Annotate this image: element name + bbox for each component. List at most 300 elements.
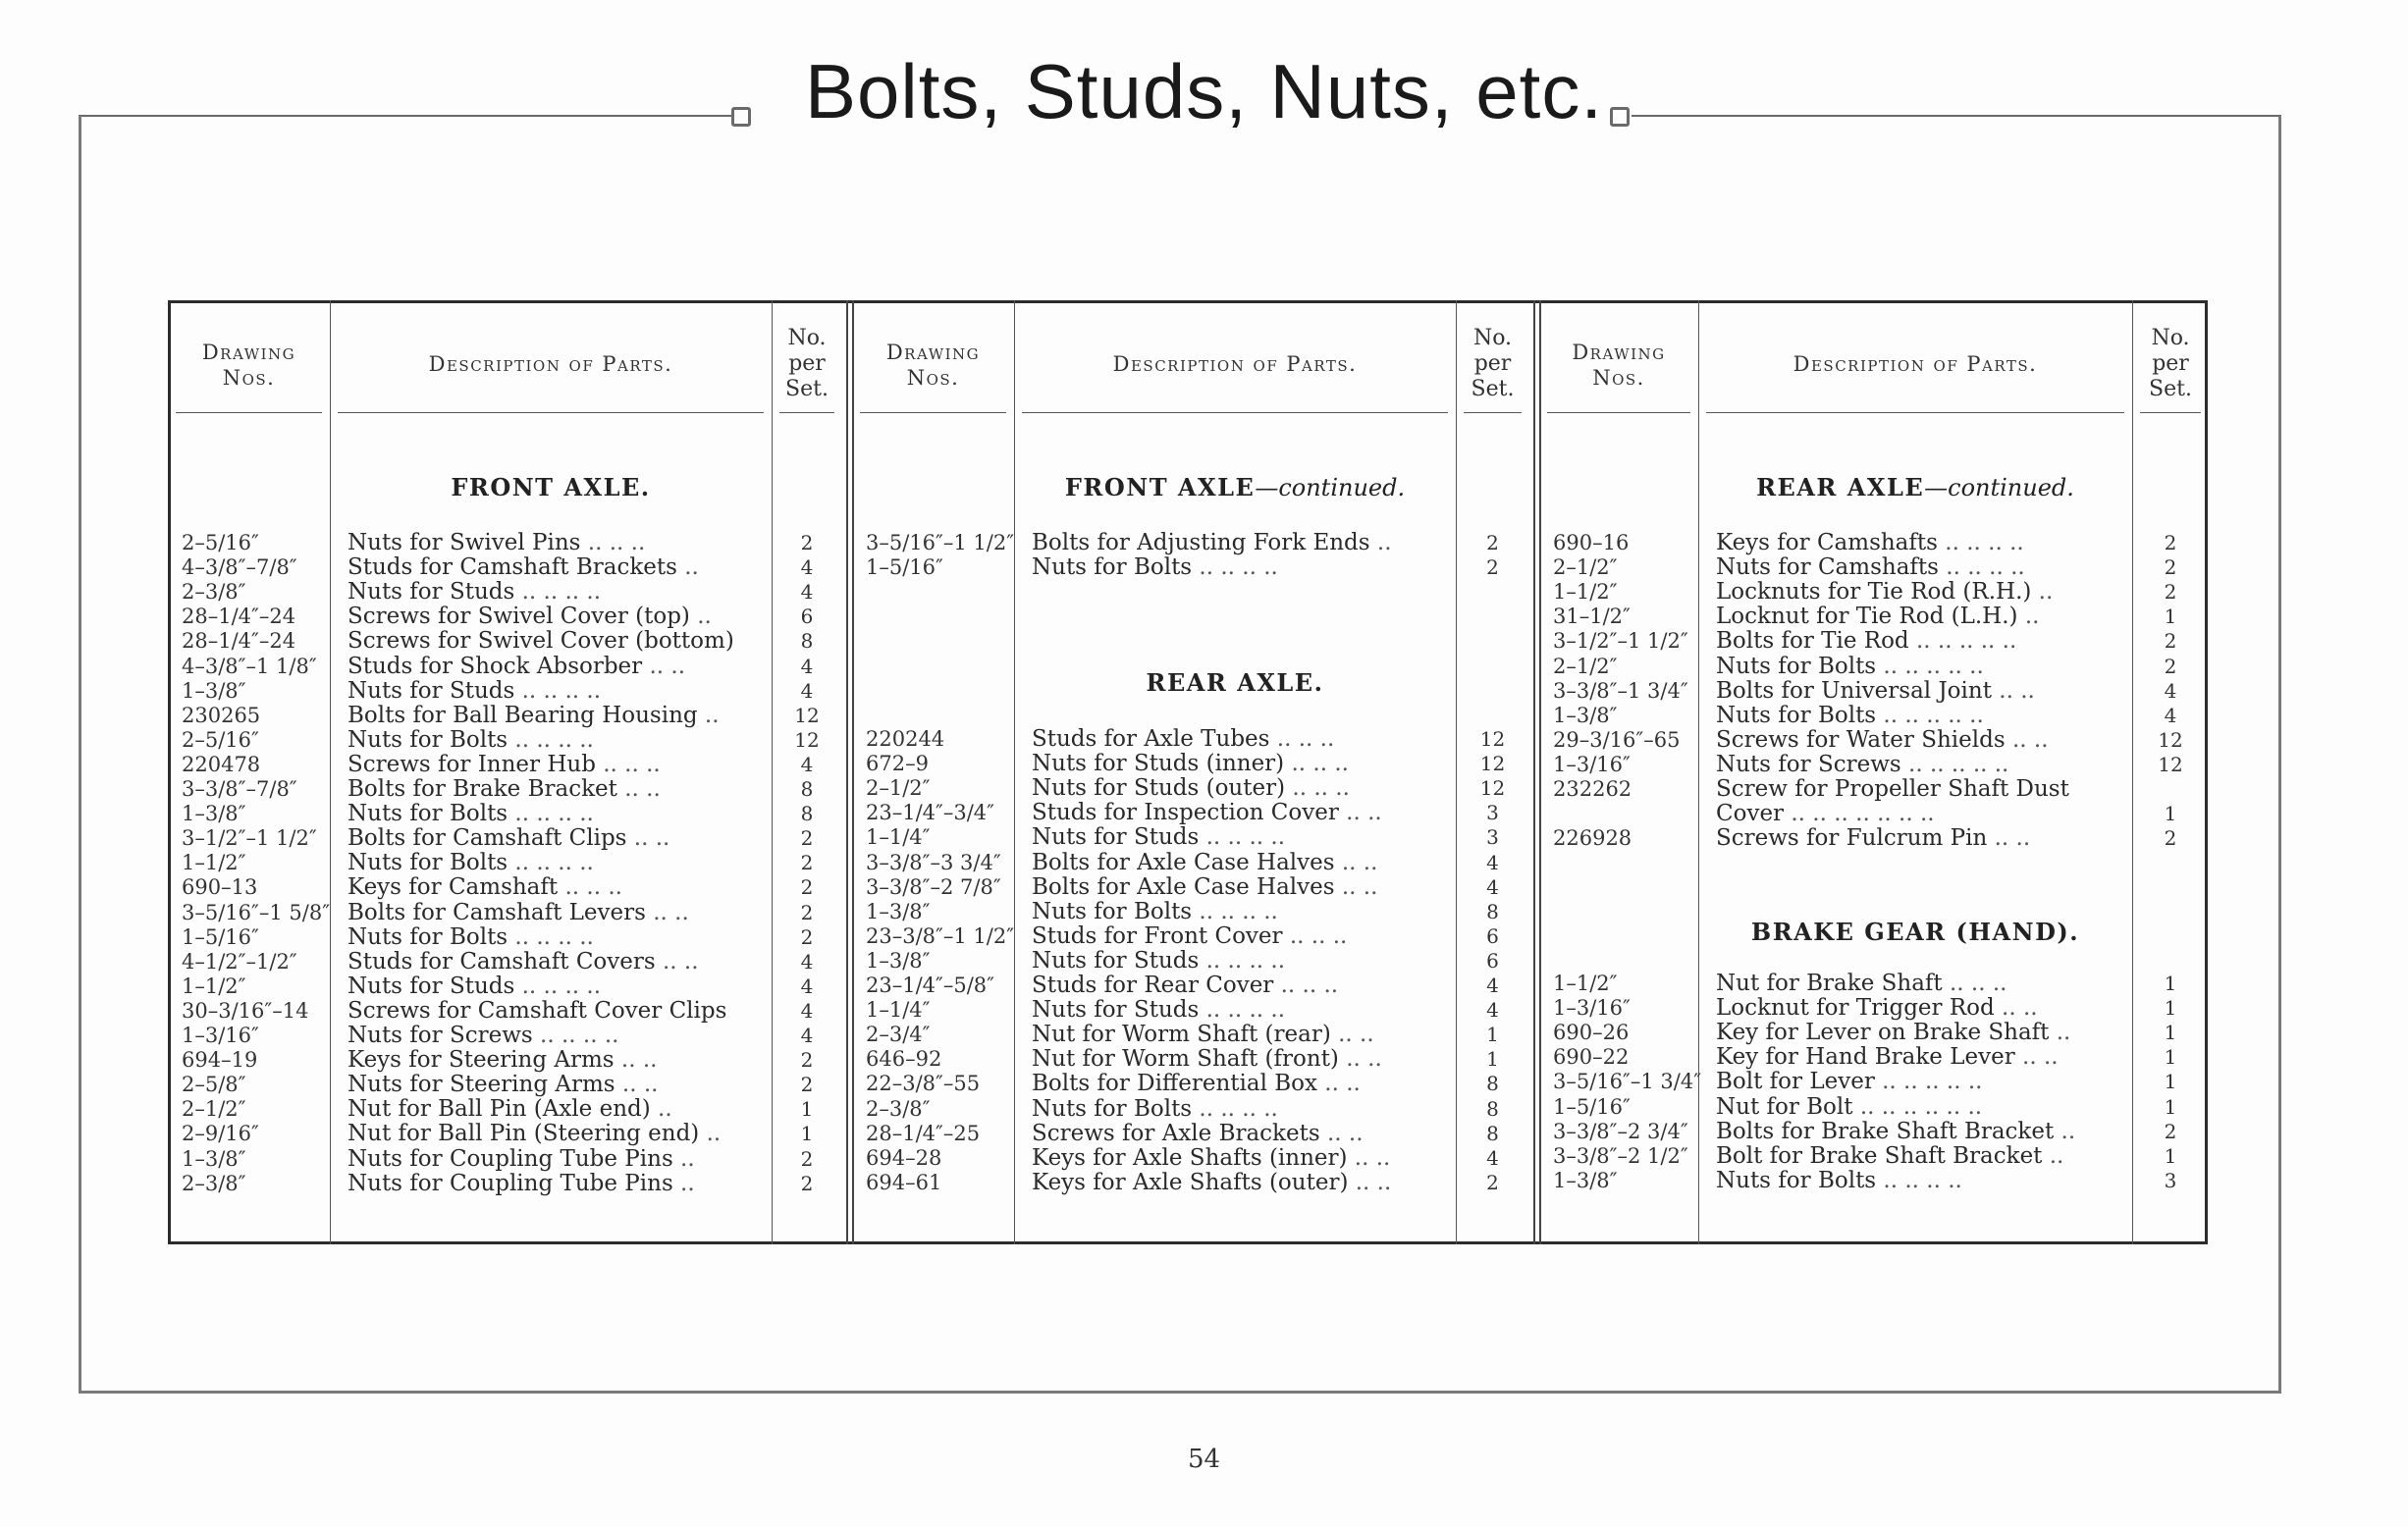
part-description-text: Studs for Camshaft Brackets — [348, 555, 677, 581]
quantity-per-set: 2 — [800, 531, 814, 554]
leader-dots: .. .. — [616, 777, 661, 802]
quantity-per-set: 3 — [1486, 825, 1499, 850]
leader-dots: .. .. .. — [1273, 974, 1339, 998]
leader-dots: .. .. — [645, 900, 689, 925]
part-description — [1032, 900, 1452, 924]
quantity-per-set: 1 — [2164, 605, 2177, 629]
group-title-continued: —continued. — [1255, 474, 1406, 501]
part-description — [1716, 1169, 2128, 1193]
part-description-text: Screws for Inner Hub — [348, 752, 596, 777]
leader-dots: .. .. .. — [1942, 972, 2007, 996]
drawing-number: 1–1/2″ — [182, 974, 246, 998]
part-description-text: Locknut for Trigger Rod — [1716, 996, 1995, 1022]
part-description — [1032, 776, 1452, 801]
drawing-number: 232262 — [1553, 777, 1632, 801]
drawing-number: 4–3/8″–7/8″ — [182, 555, 297, 580]
drawing-number: 4–3/8″–1 1/8″ — [182, 654, 317, 678]
drawing-number: 1–3/16″ — [182, 1024, 259, 1047]
part-description-text: Nuts for Bolts — [1032, 1096, 1193, 1122]
part-description-text: Nuts for Bolts — [348, 802, 508, 827]
quantity-per-set: 2 — [2164, 826, 2177, 851]
leader-dots: .. .. .. .. — [1199, 948, 1286, 974]
part-description-text: Nuts for Screws — [348, 1024, 533, 1048]
part-description-text: Nuts for Studs — [348, 974, 515, 999]
part-description — [1032, 727, 1452, 752]
quantity-per-set: 4 — [800, 974, 814, 998]
part-description-text: Bolts for Axle Case Halves — [1032, 850, 1335, 875]
quantity-per-set: 2 — [800, 851, 814, 875]
page-title: Bolts, Studs, Nuts, etc. — [805, 48, 1603, 134]
part-description — [1032, 752, 1452, 776]
drawing-number: 1–3/8″ — [1553, 1168, 1618, 1192]
drawing-number: 3–3/8″–2 3/4″ — [1553, 1119, 1688, 1143]
part-description — [1716, 1045, 2128, 1070]
quantity-per-set: 1 — [2164, 1094, 2177, 1119]
part-description-text: Key for Hand Brake Lever — [1716, 1045, 2015, 1071]
header-description: Description of Parts. — [1793, 352, 2038, 376]
drawing-number: 23–1/4″–3/4″ — [866, 801, 995, 825]
part-description-text: Nuts for Bolts — [1032, 899, 1193, 924]
leader-dots: .. .. .. .. — [508, 727, 594, 753]
drawing-number: 2–1/2″ — [866, 776, 931, 801]
drawing-number: 3–5/16″–1 3/4″ — [1553, 1070, 1702, 1094]
leader-dots: .. .. .. .. .. .. — [1852, 1094, 1983, 1120]
part-description — [1716, 1120, 2128, 1144]
drawing-number: 28–1/4″–24 — [182, 629, 296, 654]
leader-dots: .. .. .. .. — [1192, 899, 1278, 924]
drawing-number: 23–3/8″–1 1/2″ — [866, 923, 1015, 948]
part-description-text: Screws for Camshaft Cover Clips — [348, 998, 727, 1024]
drawing-number: 1–3/16″ — [1553, 752, 1631, 776]
part-description — [1716, 580, 2128, 605]
drawing-number: 646–92 — [866, 1047, 942, 1072]
part-description — [1032, 801, 1452, 825]
part-description-text: Keys for Axle Shafts (inner) — [1032, 1145, 1348, 1171]
part-description-text: Cover — [1716, 802, 1785, 827]
leader-dots: .. — [2031, 580, 2054, 606]
drawing-number: 2–1/2″ — [1553, 555, 1618, 580]
part-description-text: Nuts for Bolts — [348, 924, 508, 950]
part-description — [348, 1073, 768, 1097]
part-description — [1032, 924, 1452, 949]
quantity-per-set: 1 — [2164, 1021, 2177, 1045]
drawing-number: 690–26 — [1553, 1021, 1630, 1045]
header-per-set-line: Set. — [1471, 377, 1515, 401]
drawing-number: 2–1/2″ — [1553, 654, 1618, 678]
drawing-number: 672–9 — [866, 752, 929, 776]
quantity-per-set: 1 — [2164, 1045, 2177, 1070]
leader-dots: .. .. .. — [1269, 727, 1335, 752]
part-description-text: Bolt for Brake Shaft Bracket — [1716, 1143, 2043, 1169]
leader-dots: .. .. .. — [595, 752, 661, 777]
part-description-text: Studs for Shock Absorber — [348, 654, 643, 679]
drawing-number: 31–1/2″ — [1553, 605, 1631, 629]
part-description-text: Nuts for Studs — [1032, 825, 1200, 851]
quantity-per-set: 2 — [2164, 1119, 2177, 1143]
part-description — [1032, 1146, 1452, 1171]
drawing-number: 3–1/2″–1 1/2″ — [1553, 629, 1688, 654]
quantity-per-set: 4 — [1486, 850, 1499, 874]
part-description — [1716, 704, 2128, 728]
header-per-set-line: Set. — [785, 377, 829, 401]
part-description — [348, 1097, 768, 1122]
quantity-per-set: 8 — [1486, 1096, 1499, 1121]
column-divider — [1698, 300, 1699, 1244]
part-description — [1032, 531, 1452, 555]
quantity-per-set: 4 — [800, 752, 814, 776]
header-drawing-line: Nos. — [222, 366, 276, 390]
header-drawing-line: Drawing — [885, 341, 981, 364]
drawing-number: 2–5/8″ — [182, 1073, 246, 1097]
part-description — [348, 580, 768, 605]
part-description — [1716, 1021, 2128, 1045]
drawing-number: 23–1/4″–5/8″ — [866, 974, 995, 997]
leader-dots: .. — [2017, 605, 2040, 630]
header-per-set — [1456, 326, 1529, 402]
header-description: Description of Parts. — [1112, 352, 1358, 376]
part-description — [1716, 1070, 2128, 1094]
leader-dots: .. .. .. .. — [1938, 555, 2025, 581]
quantity-per-set: 1 — [800, 1122, 814, 1146]
quantity-per-set: 2 — [2164, 531, 2177, 554]
leader-dots: .. — [676, 555, 699, 581]
quantity-per-set: 8 — [1486, 1121, 1499, 1145]
part-description-text: Screws for Swivel Cover (bottom) — [348, 629, 734, 655]
quantity-per-set: 1 — [2164, 1143, 2177, 1168]
leader-dots: .. .. .. .. — [1876, 1168, 1962, 1193]
part-description — [1032, 555, 1452, 580]
quantity-per-set: 4 — [800, 1024, 814, 1047]
quantity-per-set: 4 — [800, 555, 814, 580]
leader-dots: .. .. — [1987, 826, 2031, 852]
drawing-number: 28–1/4″–25 — [866, 1121, 981, 1145]
group-title-text: BRAKE GEAR (HAND). — [1750, 918, 2080, 946]
part-description — [1032, 998, 1452, 1023]
part-description — [348, 901, 768, 925]
part-description — [348, 777, 768, 802]
quantity-per-set: 4 — [800, 580, 814, 605]
part-description — [1716, 655, 2128, 679]
part-description — [348, 851, 768, 875]
quantity-per-set: 6 — [1486, 923, 1499, 948]
quantity-per-set: 2 — [800, 826, 814, 851]
leader-dots: .. .. .. — [558, 875, 622, 901]
part-description-text: Nuts for Bolts — [1032, 555, 1193, 581]
quantity-per-set: 1 — [800, 1097, 814, 1122]
quantity-per-set: 2 — [2164, 629, 2177, 654]
drawing-number: 1–1/4″ — [866, 998, 931, 1023]
part-description — [348, 728, 768, 753]
quantity-per-set: 1 — [1486, 1023, 1499, 1047]
part-description — [348, 826, 768, 851]
part-description — [1716, 996, 2128, 1021]
drawing-number: 220478 — [182, 752, 261, 776]
leader-dots: .. .. — [2005, 727, 2049, 753]
part-description — [1716, 728, 2128, 753]
leader-dots: .. .. .. .. — [514, 678, 602, 704]
part-description-text: Bolts for Adjusting Fork Ends — [1032, 531, 1370, 555]
part-description-text: Studs for Axle Tubes — [1032, 727, 1270, 752]
header-per-set-line: No. — [2151, 326, 2190, 350]
drawing-number: 3–3/8″–2 1/2″ — [1553, 1143, 1688, 1168]
group-title — [1014, 668, 1456, 697]
drawing-number: 1–5/16″ — [1553, 1094, 1631, 1119]
drawing-number: 230265 — [182, 703, 261, 727]
drawing-number: 4–1/2″–1/2″ — [182, 949, 297, 974]
drawing-number: 1–1/4″ — [866, 825, 931, 850]
leader-dots: .. .. .. .. — [514, 580, 602, 606]
quantity-per-set: 4 — [1486, 1145, 1499, 1170]
leader-dots: .. .. .. — [1285, 776, 1350, 802]
part-description-text: Nut for Ball Pin (Steering end) — [348, 1122, 700, 1147]
leader-dots: .. — [1369, 531, 1392, 555]
drawing-number: 226928 — [1553, 826, 1632, 851]
part-description-text: Nuts for Coupling Tube Pins — [348, 1146, 673, 1172]
part-description-text: Bolts for Camshaft Levers — [348, 900, 646, 925]
part-description-text: Bolts for Ball Bearing Housing — [348, 703, 698, 728]
drawing-number: 690–13 — [182, 875, 258, 900]
header-underline — [176, 412, 322, 413]
quantity-per-set: 1 — [2164, 972, 2177, 995]
header-drawing-nos — [168, 340, 330, 391]
part-description-text: Key for Lever on Brake Shaft — [1716, 1021, 2050, 1046]
part-description — [1716, 777, 2128, 802]
drawing-number: 1–3/8″ — [182, 1146, 246, 1171]
column-divider — [330, 300, 331, 1244]
part-description — [348, 704, 768, 728]
part-description — [348, 679, 768, 704]
leader-dots: .. .. — [626, 826, 670, 852]
part-description — [348, 875, 768, 900]
leader-dots: .. — [699, 1122, 722, 1147]
quantity-per-set: 1 — [2164, 802, 2177, 826]
leader-dots: .. .. .. .. — [514, 974, 602, 999]
drawing-number: 2–3/4″ — [866, 1023, 931, 1047]
part-description — [1032, 974, 1452, 998]
part-description-text: Nuts for Bolts — [1716, 703, 1877, 728]
quantity-per-set: 2 — [2164, 580, 2177, 605]
leader-dots: .. — [2049, 1021, 2071, 1046]
leader-dots: .. .. .. .. — [508, 851, 594, 876]
quantity-per-set: 8 — [800, 777, 814, 801]
drawing-number: 1–5/16″ — [182, 924, 259, 949]
part-description — [348, 950, 768, 974]
part-description-text: Nuts for Studs — [1032, 948, 1200, 974]
drawing-number: 690–22 — [1553, 1045, 1630, 1070]
quantity-per-set: 8 — [800, 802, 814, 826]
leader-dots: .. .. .. .. .. .. .. — [1784, 802, 1935, 827]
leader-dots: .. — [2042, 1143, 2064, 1169]
header-underline — [779, 412, 834, 413]
part-description — [348, 1024, 768, 1048]
section-divider — [1533, 300, 1535, 1244]
quantity-per-set: 8 — [800, 629, 814, 654]
part-description-text: Nuts for Bolts — [1716, 654, 1877, 679]
part-description — [1716, 605, 2128, 629]
leader-dots: .. .. — [1994, 996, 2038, 1022]
quantity-per-set: 4 — [800, 949, 814, 974]
part-description-text: Screw for Propeller Shaft Dust — [1716, 777, 2069, 802]
leader-dots: .. — [2054, 1119, 2076, 1144]
drawing-number: 3–5/16″–1 1/2″ — [866, 531, 1015, 554]
part-description — [1716, 802, 2128, 826]
header-per-set-line: per — [1473, 351, 1512, 376]
leader-dots: .. .. — [1347, 1145, 1391, 1171]
part-description — [1716, 972, 2128, 996]
part-description-text: Nut for Worm Shaft (front) — [1032, 1047, 1339, 1073]
quantity-per-set: 8 — [1486, 899, 1499, 923]
group-title — [330, 473, 772, 501]
leader-dots: .. .. .. — [580, 531, 646, 555]
header-underline — [2140, 412, 2201, 413]
leader-dots: .. .. .. .. — [1199, 825, 1286, 851]
part-description-text: Nuts for Coupling Tube Pins — [348, 1171, 673, 1196]
drawing-number: 1–3/16″ — [1553, 996, 1631, 1021]
leader-dots: .. — [689, 605, 712, 630]
part-description-text: Nuts for Swivel Pins — [348, 531, 581, 555]
part-description-text: Bolts for Camshaft Clips — [348, 826, 627, 852]
leader-dots: .. .. .. — [1282, 923, 1348, 949]
quantity-per-set: 2 — [1486, 531, 1499, 554]
part-description-text: Nuts for Screws — [1716, 752, 1901, 777]
leader-dots: .. .. — [1991, 678, 2035, 704]
leader-dots: .. — [650, 1097, 672, 1123]
quantity-per-set: 2 — [800, 1171, 814, 1195]
leader-dots: .. .. .. .. — [508, 924, 594, 950]
drawing-number: 694–61 — [866, 1170, 942, 1194]
part-description — [1716, 1095, 2128, 1120]
leader-dots: .. .. — [1334, 874, 1378, 900]
drawing-number: 2–3/8″ — [182, 580, 246, 605]
leader-dots: .. .. — [1330, 1023, 1374, 1048]
quantity-per-set: 3 — [2164, 1168, 2177, 1192]
quantity-per-set: 1 — [2164, 1070, 2177, 1094]
part-description-text: Nuts for Studs — [348, 678, 515, 704]
header-per-set — [772, 326, 842, 402]
part-description-text: Locknut for Tie Rod (L.H.) — [1716, 605, 2018, 630]
part-description-text: Locknuts for Tie Rod (R.H.) — [1716, 580, 2032, 606]
quantity-per-set: 4 — [800, 654, 814, 678]
quantity-per-set: 2 — [2164, 555, 2177, 580]
group-title-text: FRONT AXLE — [1064, 473, 1256, 501]
part-description — [1716, 826, 2128, 851]
leader-dots: .. .. .. .. .. — [1876, 654, 1984, 679]
group-title — [1698, 918, 2132, 946]
part-description — [348, 753, 768, 777]
quantity-per-set: 12 — [2158, 727, 2183, 752]
part-description — [1716, 531, 2128, 555]
drawing-number: 2–9/16″ — [182, 1122, 259, 1146]
group-title-text: REAR AXLE. — [1146, 668, 1324, 697]
header-per-set-line: per — [788, 351, 826, 376]
part-description — [348, 655, 768, 679]
header-underline — [338, 412, 764, 413]
quantity-per-set: 1 — [2164, 996, 2177, 1021]
drawing-number: 1–1/2″ — [1553, 580, 1618, 605]
leader-dots: .. .. — [1338, 1047, 1382, 1073]
quantity-per-set: 3 — [1486, 801, 1499, 825]
part-description-text: Keys for Axle Shafts (outer) — [1032, 1170, 1349, 1195]
leader-dots: .. — [672, 1171, 695, 1196]
header-drawing-nos — [1539, 340, 1698, 391]
part-description-text: Nuts for Studs (outer) — [1032, 776, 1286, 802]
leader-dots: .. .. — [2014, 1045, 2059, 1071]
part-description-text: Bolt for Lever — [1716, 1070, 1875, 1095]
part-description — [348, 531, 768, 555]
quantity-per-set — [2132, 777, 2209, 802]
drawing-number: 3–5/16″–1 5/8″ — [182, 900, 331, 924]
quantity-per-set: 2 — [800, 924, 814, 949]
part-description-text: Nut for Brake Shaft — [1716, 972, 1943, 996]
quantity-per-set: 2 — [800, 1146, 814, 1171]
part-description-text: Screws for Fulcrum Pin — [1716, 826, 1988, 852]
drawing-number: 28–1/4″–24 — [182, 605, 296, 629]
part-description-text: Bolts for Tie Rod — [1716, 629, 1909, 655]
part-description — [348, 925, 768, 950]
leader-dots: .. .. — [655, 949, 699, 974]
leader-dots: .. .. — [1317, 1072, 1361, 1097]
drawing-number: 1–3/8″ — [866, 899, 931, 923]
part-description — [348, 555, 768, 580]
part-description-text: Nuts for Bolts — [348, 851, 508, 876]
part-description-text: Keys for Camshaft — [348, 875, 559, 901]
part-description-text: Nuts for Studs — [348, 580, 515, 606]
part-description — [348, 999, 768, 1024]
drawing-number: 22–3/8″–55 — [866, 1072, 981, 1096]
drawing-number: 2–5/16″ — [182, 727, 259, 752]
part-description — [1716, 753, 2128, 777]
part-description-text: Nuts for Studs (inner) — [1032, 752, 1285, 777]
drawing-number: 1–1/2″ — [1553, 972, 1618, 995]
part-description — [1716, 1144, 2128, 1169]
drawing-number: 220244 — [866, 727, 945, 751]
part-description — [348, 1048, 768, 1073]
section-divider — [1539, 300, 1541, 1244]
part-description-text: Bolts for Axle Case Halves — [1032, 874, 1335, 900]
leader-dots: .. .. .. .. .. — [1876, 703, 1984, 728]
quantity-per-set: 4 — [1486, 874, 1499, 899]
drawing-number: 3–3/8″–3 3/4″ — [866, 850, 1001, 874]
part-description — [1716, 629, 2128, 654]
part-description-text: Screws for Axle Brackets — [1032, 1121, 1320, 1146]
part-description-text: Studs for Inspection Cover — [1032, 801, 1339, 826]
part-description-text: Nuts for Steering Arms — [348, 1073, 615, 1098]
header-drawing-line: Drawing — [1572, 341, 1666, 364]
quantity-per-set: 2 — [800, 1048, 814, 1073]
part-description-text: Nuts for Camshafts — [1716, 555, 1939, 581]
part-description-text: Bolts for Brake Bracket — [348, 777, 617, 802]
section-divider — [852, 300, 854, 1244]
leader-dots: .. .. .. .. — [1937, 531, 2024, 555]
header-underline — [1022, 412, 1448, 413]
part-description-text: Nut for Worm Shaft (rear) — [1032, 1023, 1331, 1048]
part-description — [348, 1122, 768, 1146]
leader-dots: .. .. .. .. — [508, 802, 594, 827]
part-description-text: Bolts for Brake Shaft Bracket — [1716, 1119, 2055, 1144]
quantity-per-set: 2 — [800, 1073, 814, 1097]
drawing-number: 1–3/8″ — [182, 678, 246, 703]
part-description — [1032, 1171, 1452, 1195]
quantity-per-set: 2 — [800, 875, 814, 900]
part-description — [1032, 825, 1452, 850]
quantity-per-set: 1 — [1486, 1047, 1499, 1072]
quantity-per-set: 12 — [794, 727, 820, 752]
part-description-text: Keys for Steering Arms — [348, 1048, 615, 1074]
group-title-text: REAR AXLE — [1756, 473, 1925, 501]
header-underline — [1464, 412, 1522, 413]
leader-dots: .. — [697, 703, 720, 728]
drawing-number: 1–5/16″ — [866, 555, 943, 580]
